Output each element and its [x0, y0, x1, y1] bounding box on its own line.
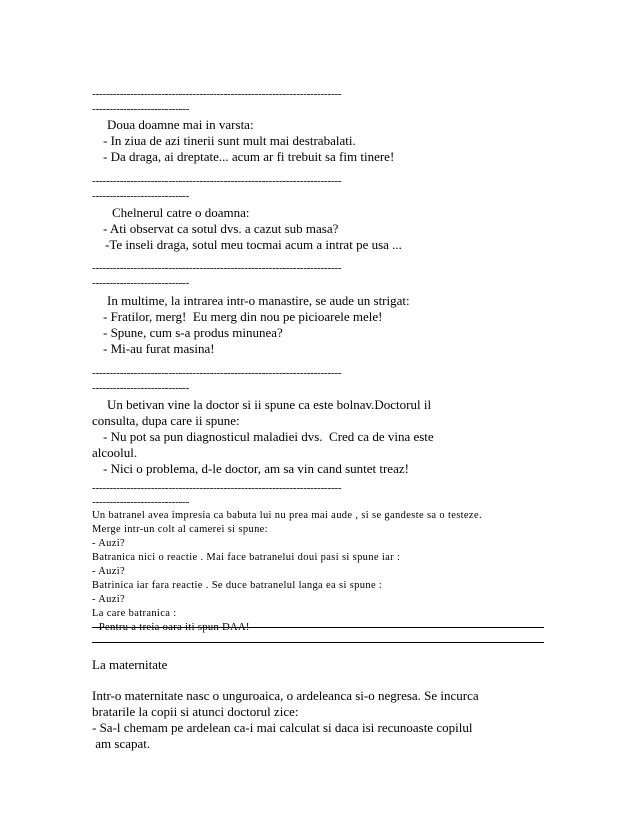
separator-short: ---------------------------- — [92, 277, 189, 289]
separator-short: ---------------------------- — [92, 496, 189, 508]
joke-5-line: - Auzi? — [92, 566, 126, 577]
separator-short: ---------------------------- — [92, 190, 189, 202]
separator-short: ---------------------------- — [92, 103, 189, 115]
maternitate-line: - Sa-l chemam pe ardelean ca-i mai calculat si daca isi recunoaste copilul — [92, 720, 473, 735]
joke-2-line: Chelnerul catre o doamna: — [112, 205, 250, 220]
maternitate-line: Intr-o maternitate nasc o unguroaica, o ardeleanca si-o negresa. Se incurca — [92, 688, 479, 703]
joke-5-line: Batranica nici o reactie . Mai face batranelui doui pasi si spune iar : — [92, 552, 401, 563]
joke-5-line: Merge intr-un colt al camerei si spune: — [92, 524, 268, 535]
separator-long: ------------------------------------------------------------------------ — [92, 367, 342, 379]
joke-2-line: - Ati observat ca sotul dvs. a cazut sub masa? — [103, 221, 339, 236]
horizontal-rule — [92, 642, 544, 643]
separator-short: ---------------------------- — [92, 382, 189, 394]
joke-4-line: alcoolul. — [92, 445, 138, 460]
joke-4-line: consulta, dupa care ii spune: — [92, 413, 240, 428]
joke-4-line: Un betivan vine la doctor si ii spune ca este bolnav.Doctorul il — [107, 397, 432, 412]
joke-4-line: - Nu pot sa pun diagnosticul maladiei dvs. Cred ca de vina este — [103, 429, 434, 444]
joke-5-line: - Pentru a treia oara iti spun DAA! — [92, 622, 250, 633]
joke-5-line: Un batranel avea impresia ca babuta lui nu prea mai aude , si se gandeste sa o testeze. — [92, 510, 482, 521]
separator-long: ------------------------------------------------------------------------ — [92, 482, 342, 494]
section-title: La maternitate — [92, 657, 168, 672]
joke-4-line: - Nici o problema, d-le doctor, am sa vin cand suntet treaz! — [103, 461, 409, 476]
joke-3-line: - Fratilor, merg! Eu merg din nou pe picioarele mele! — [103, 309, 383, 324]
joke-5-line: La care batranica : — [92, 608, 177, 619]
joke-3-line: In multime, la intrarea intr-o manastire, se aude un strigat: — [107, 293, 410, 308]
maternitate-line: am scapat. — [92, 736, 151, 751]
joke-5-line: Batrinica iar fara reactie . Se duce batranelul langa ea si spune : — [92, 580, 383, 591]
joke-3-line: - Mi-au furat masina! — [103, 341, 215, 356]
joke-1-line: Doua doamne mai in varsta: — [107, 117, 254, 132]
separator-long: ------------------------------------------------------------------------ — [92, 262, 342, 274]
separator-long: ------------------------------------------------------------------------ — [92, 175, 342, 187]
maternitate-line: bratarile la copii si atunci doctorul zice: — [92, 704, 299, 719]
joke-5-line: - Auzi? — [92, 594, 126, 605]
separator-long: ------------------------------------------------------------------------ — [92, 88, 342, 100]
joke-1-line: - In ziua de azi tinerii sunt mult mai destrabalati. — [103, 133, 356, 148]
horizontal-rule — [92, 627, 544, 628]
joke-2-line: -Te inseli draga, sotul meu tocmai acum a intrat pe usa ... — [105, 237, 402, 252]
joke-3-line: - Spune, cum s-a produs minunea? — [103, 325, 283, 340]
joke-5-line: - Auzi? — [92, 538, 126, 549]
joke-1-line: - Da draga, ai dreptate... acum ar fi trebuit sa fim tinere! — [103, 149, 395, 164]
